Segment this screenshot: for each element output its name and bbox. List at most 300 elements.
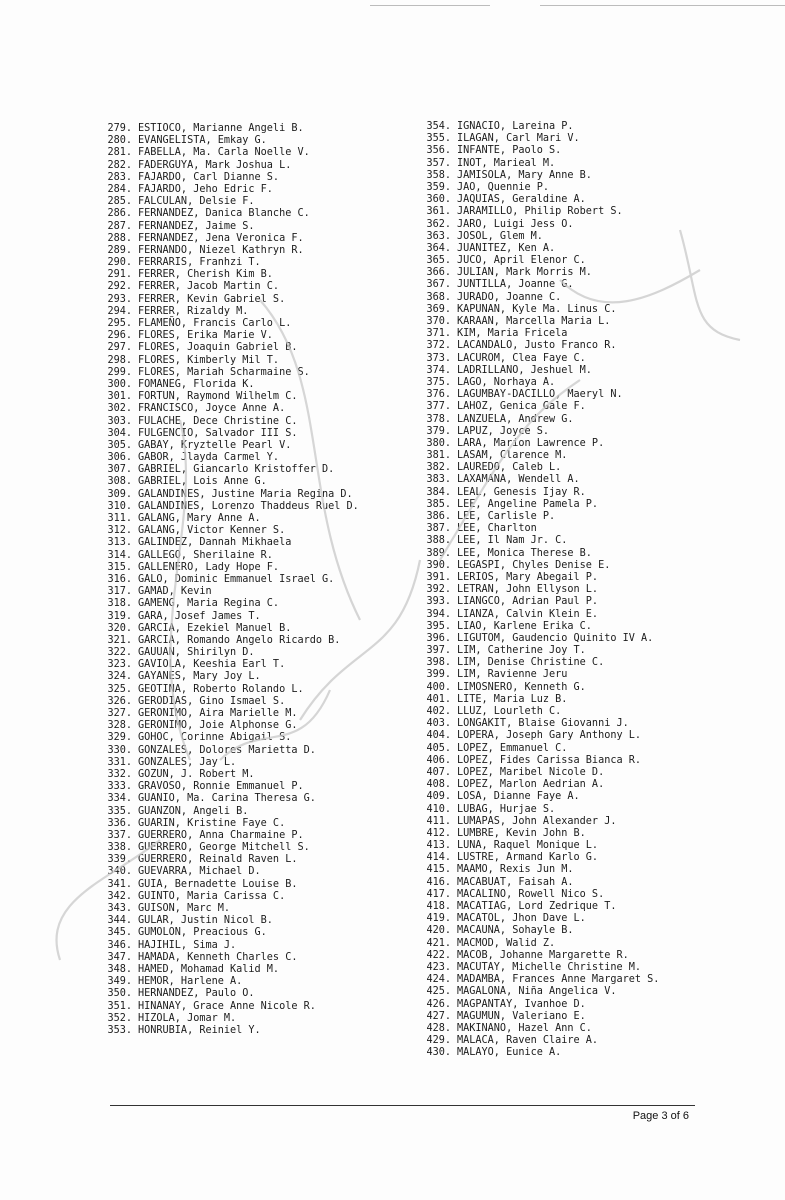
list-item: [415, 182, 695, 194]
list-item: [96, 708, 396, 720]
list-item: [96, 525, 396, 537]
entry-name: FLORES, Kimberly Mil T.: [138, 354, 280, 366]
entry-name: GALINDEZ, Dannah Mikhaela: [138, 537, 292, 549]
entry-number: 423.: [426, 961, 451, 973]
top-scan-line: [540, 5, 785, 6]
entry-number: 343.: [107, 903, 132, 915]
entry-name: MAGPANTAY, Ivanhoe D.: [457, 998, 586, 1010]
entry-number: 291.: [107, 269, 132, 281]
list-item: [96, 233, 396, 245]
entry-number: 349.: [107, 976, 132, 988]
entry-name: GONZALES, Jay L.: [138, 756, 237, 768]
entry-name: GEOTINA, Roberto Rolando L.: [138, 683, 304, 695]
entry-name: JURADO, Joanne C.: [457, 291, 562, 303]
entry-name: MALACA, Raven Claire A.: [457, 1035, 599, 1047]
entry-name: LAGO, Norhaya A.: [457, 376, 556, 388]
list-item: [415, 145, 695, 157]
entry-number: 335.: [107, 805, 132, 817]
list-item: [415, 828, 695, 840]
entry-number: 422.: [426, 949, 451, 961]
entry-number: 368.: [426, 291, 451, 303]
entry-number: 369.: [426, 303, 451, 315]
list-item: [96, 976, 396, 988]
list-item: [96, 342, 396, 354]
entry-number: 285.: [107, 196, 132, 208]
entry-number: 297.: [107, 342, 132, 354]
entry-name: FALCULAN, Delsie F.: [138, 196, 255, 208]
entry-name: LACANDALO, Justo Franco R.: [457, 340, 617, 352]
entry-number: 353.: [107, 1024, 132, 1036]
list-item: [415, 1011, 695, 1023]
list-item: [415, 304, 695, 316]
entry-number: 409.: [426, 791, 451, 803]
entry-number: 394.: [426, 608, 451, 620]
entry-number: 400.: [426, 681, 451, 693]
entry-number: 410.: [426, 803, 451, 815]
list-item: [96, 440, 396, 452]
list-item: [96, 830, 396, 842]
entry-number: 283.: [107, 171, 132, 183]
entry-number: 415.: [426, 864, 451, 876]
entry-number: 367.: [426, 279, 451, 291]
entry-name: GARA, Josef James T.: [138, 610, 261, 622]
list-item: [96, 1025, 396, 1037]
entry-name: MACATOL, Jhon Dave L.: [457, 913, 586, 925]
list-item: [415, 219, 695, 231]
list-item: [96, 367, 396, 379]
list-item: [415, 706, 695, 718]
entry-number: 366.: [426, 267, 451, 279]
entry-number: 282.: [107, 159, 132, 171]
list-item: [415, 657, 695, 669]
entry-number: 302.: [107, 403, 132, 415]
list-item: [415, 889, 695, 901]
list-item: [96, 501, 396, 513]
entry-number: 404.: [426, 730, 451, 742]
list-item: [415, 292, 695, 304]
entry-number: 417.: [426, 888, 451, 900]
entry-name: LOPERA, Joseph Gary Anthony L.: [457, 730, 642, 742]
entry-number: 332.: [107, 768, 132, 780]
list-item: [96, 952, 396, 964]
entry-number: 386.: [426, 511, 451, 522]
entry-number: 361.: [426, 206, 451, 218]
list-item: [415, 791, 695, 803]
list-item: [96, 611, 396, 623]
entry-name: JAO, Quennie P.: [457, 181, 550, 193]
entry-name: LOPEZ, Fides Carissa Bianca R.: [457, 754, 642, 766]
entry-number: 395.: [426, 620, 451, 632]
entry-number: 280.: [107, 135, 132, 147]
list-item: [415, 340, 695, 352]
entry-name: LOPEZ, Emmanuel C.: [457, 742, 568, 754]
list-item: [96, 647, 396, 659]
list-item: [415, 925, 695, 937]
entry-name: GUINTO, Maria Carissa C.: [138, 890, 286, 902]
entry-number: 383.: [426, 474, 451, 486]
entry-name: FABELLA, Ma. Carla Noelle V.: [138, 147, 310, 159]
entry-number: 348.: [107, 963, 132, 975]
list-item: [415, 438, 695, 450]
list-item: [96, 391, 396, 403]
list-item: [96, 221, 396, 233]
entry-number: 315.: [107, 561, 132, 573]
entry-name: GOZUN, J. Robert M.: [138, 768, 255, 780]
entry-name: LAGUMBAY-DACILLO, Maeryl N.: [457, 389, 623, 401]
list-item: [415, 840, 695, 852]
page-number-label: Page 3 of 6: [632, 1110, 689, 1122]
entry-number: 303.: [107, 415, 132, 427]
name-list-right-column: [415, 121, 695, 1059]
entry-number: 425.: [426, 986, 451, 998]
list-item: [96, 818, 396, 830]
list-item: [415, 852, 695, 864]
entry-name: FERRARIS, Franhzi T.: [138, 257, 261, 269]
list-item: [415, 596, 695, 608]
entry-number: 312.: [107, 525, 132, 537]
list-item: [96, 671, 396, 683]
entry-name: LIAO, Karlene Erika C.: [457, 620, 592, 632]
list-item: [415, 560, 695, 572]
entry-number: 341.: [107, 878, 132, 890]
entry-number: 358.: [426, 169, 451, 181]
list-item: [96, 208, 396, 220]
entry-name: KARAAN, Marcella Maria L.: [457, 316, 611, 327]
entry-number: 377.: [426, 401, 451, 413]
entry-name: MACABUAT, Faisah A.: [457, 876, 574, 888]
entry-number: 414.: [426, 852, 451, 864]
entry-name: LOPEZ, Maribel Nicole D.: [457, 766, 605, 778]
entry-name: FERNANDEZ, Danica Blanche C.: [138, 208, 310, 220]
entry-number: 416.: [426, 876, 451, 888]
entry-name: MAGALONA, Niña Angelica V.: [457, 986, 617, 998]
entry-number: 337.: [107, 829, 132, 841]
list-item: [415, 609, 695, 621]
list-item: [96, 586, 396, 598]
entry-name: GALANG, Mary Anne A.: [138, 513, 261, 525]
list-item: [415, 694, 695, 706]
entry-number: 316.: [107, 573, 132, 585]
entry-number: 421.: [426, 937, 451, 949]
entry-number: 318.: [107, 598, 132, 610]
entry-name: GUIA, Bernadette Louise B.: [138, 878, 298, 890]
entry-number: 380.: [426, 437, 451, 449]
list-item: [96, 160, 396, 172]
list-item: [415, 243, 695, 255]
entry-number: 309.: [107, 488, 132, 500]
list-item: [415, 194, 695, 206]
list-item: [415, 474, 695, 486]
entry-number: 354.: [426, 121, 451, 132]
list-item: [96, 720, 396, 732]
entry-name: GARCIA, Ezekiel Manuel B.: [138, 622, 292, 634]
list-item: [415, 511, 695, 523]
list-item: [96, 623, 396, 635]
entry-name: INOT, Marieal M.: [457, 157, 556, 169]
entry-name: FERNANDO, Niezel Kathryn R.: [138, 244, 304, 256]
list-item: [96, 757, 396, 769]
entry-name: LEAL, Genesis Ijay R.: [457, 486, 586, 498]
entry-number: 324.: [107, 671, 132, 683]
list-item: [415, 267, 695, 279]
entry-number: 403.: [426, 718, 451, 730]
entry-number: 307.: [107, 464, 132, 476]
list-item: [96, 1001, 396, 1013]
list-item: [415, 401, 695, 413]
list-item: [415, 316, 695, 328]
entry-number: 373.: [426, 352, 451, 364]
list-item: [96, 416, 396, 428]
entry-name: MACALINO, Rowell Nico S.: [457, 888, 605, 900]
entry-name: LEE, Angeline Pamela P.: [457, 498, 599, 510]
entry-name: HEMOR, Harlene A.: [138, 976, 243, 988]
list-item: [96, 988, 396, 1000]
list-item: [96, 1013, 396, 1025]
list-item: [415, 255, 695, 267]
entry-number: 392.: [426, 584, 451, 596]
list-item: [96, 769, 396, 781]
list-item: [415, 279, 695, 291]
entry-name: ILAGAN, Carl Mari V.: [457, 133, 580, 145]
entry-name: LACUROM, Clea Faye C.: [457, 352, 586, 364]
entry-number: 306.: [107, 452, 132, 464]
entry-number: 360.: [426, 194, 451, 206]
list-item: [415, 645, 695, 657]
entry-name: JAQUIAS, Geraldine A.: [457, 194, 586, 206]
entry-name: GALLEGO, Sherilaine R.: [138, 549, 273, 561]
entry-name: LEGASPI, Chyles Denise E.: [457, 559, 611, 571]
entry-number: 412.: [426, 827, 451, 839]
list-item: [96, 135, 396, 147]
list-item: [415, 121, 695, 133]
entry-number: 389.: [426, 547, 451, 559]
entry-name: MALAYO, Eunice A.: [457, 1047, 562, 1059]
list-item: [415, 523, 695, 535]
entry-number: 288.: [107, 232, 132, 244]
entry-name: GUERRERO, Reinald Raven L.: [138, 854, 298, 866]
entry-name: MAKINANO, Hazel Ann C.: [457, 1022, 592, 1034]
list-item: [96, 294, 396, 306]
list-item: [96, 732, 396, 744]
list-item: [96, 903, 396, 915]
entry-number: 284.: [107, 183, 132, 195]
list-item: [96, 306, 396, 318]
entry-name: FADERGUYA, Mark Joshua L.: [138, 159, 292, 171]
entry-name: JUNTILLA, Joanne G.: [457, 279, 574, 291]
entry-name: JARAMILLO, Philip Robert S.: [457, 206, 623, 218]
list-item: [415, 913, 695, 925]
entry-name: GERONIMO, Joie Alphonse G.: [138, 720, 298, 732]
entry-name: GULAR, Justin Nicol B.: [138, 915, 273, 927]
list-item: [415, 1023, 695, 1035]
entry-name: LASAM, Clarence M.: [457, 450, 568, 462]
entry-number: 298.: [107, 354, 132, 366]
entry-name: GUEVARRA, Michael D.: [138, 866, 261, 878]
entry-number: 375.: [426, 376, 451, 388]
entry-number: 399.: [426, 669, 451, 681]
entry-name: GUISON, Marc M.: [138, 903, 231, 915]
entry-number: 424.: [426, 974, 451, 986]
entry-name: MACOB, Johanne Margarette R.: [457, 949, 629, 961]
entry-number: 334.: [107, 793, 132, 805]
list-item: [415, 950, 695, 962]
list-item: [415, 535, 695, 547]
entry-name: LIGUTOM, Gaudencio Quinito IV A.: [457, 632, 654, 644]
entry-number: 405.: [426, 742, 451, 754]
entry-number: 329.: [107, 732, 132, 744]
list-item: [96, 745, 396, 757]
entry-name: LIM, Ravienne Jeru: [457, 669, 568, 681]
entry-number: 347.: [107, 951, 132, 963]
entry-number: 387.: [426, 523, 451, 535]
entry-name: LEE, Il Nam Jr. C.: [457, 535, 568, 547]
list-item: [415, 462, 695, 474]
entry-name: KAPUNAN, Kyle Ma. Linus C.: [457, 303, 617, 315]
entry-name: GAMENG, Maria Regina C.: [138, 598, 280, 610]
list-item: [415, 414, 695, 426]
list-item: [96, 842, 396, 854]
entry-number: 287.: [107, 220, 132, 232]
entry-name: IGNACIO, Lareina P.: [457, 121, 574, 132]
list-item: [415, 986, 695, 998]
entry-number: 418.: [426, 901, 451, 912]
top-scan-line: [370, 5, 490, 6]
entry-number: 294.: [107, 305, 132, 317]
entry-name: GAVIOLA, Keeshia Earl T.: [138, 659, 286, 671]
list-item: [96, 489, 396, 501]
list-item: [96, 696, 396, 708]
list-item: [415, 999, 695, 1011]
list-item: [415, 743, 695, 755]
list-item: [96, 806, 396, 818]
list-item: [415, 170, 695, 182]
entry-number: 310.: [107, 500, 132, 512]
list-item: [96, 964, 396, 976]
list-item: [415, 487, 695, 499]
list-item: [96, 318, 396, 330]
entry-number: 384.: [426, 486, 451, 498]
list-item: [96, 196, 396, 208]
entry-name: JAMISOLA, Mary Anne B.: [457, 169, 592, 181]
entry-name: FAJARDO, Jeho Edric F.: [138, 183, 273, 195]
entry-name: GUANIO, Ma. Carina Theresa G.: [138, 793, 316, 805]
entry-name: GUMOLON, Preacious G.: [138, 927, 267, 939]
entry-number: 428.: [426, 1022, 451, 1034]
entry-name: MAAMO, Rexis Jun M.: [457, 864, 574, 876]
list-item: [415, 499, 695, 511]
list-item: [415, 353, 695, 365]
list-item: [415, 804, 695, 816]
entry-name: FAJARDO, Carl Dianne S.: [138, 171, 280, 183]
entry-number: 319.: [107, 610, 132, 622]
list-item: [415, 548, 695, 560]
entry-number: 320.: [107, 622, 132, 634]
entry-name: GALLENERO, Lady Hope F.: [138, 561, 280, 573]
entry-number: 290.: [107, 257, 132, 269]
entry-number: 281.: [107, 147, 132, 159]
list-item: [415, 584, 695, 596]
list-item: [415, 621, 695, 633]
footer-rule: [110, 1105, 695, 1106]
entry-name: GALANDINES, Justine Maria Regina D.: [138, 488, 353, 500]
entry-number: 374.: [426, 364, 451, 376]
entry-number: 393.: [426, 596, 451, 608]
entry-name: GUANZON, Angeli B.: [138, 805, 249, 817]
list-item: [96, 659, 396, 671]
list-item: [96, 927, 396, 939]
list-item: [96, 147, 396, 159]
entry-number: 292.: [107, 281, 132, 293]
entry-name: FULACHE, Dece Christine C.: [138, 415, 298, 427]
entry-name: GOHOC, Corinne Abigail S.: [138, 732, 292, 744]
entry-name: LIM, Catherine Joy T.: [457, 645, 586, 657]
list-item: [96, 940, 396, 952]
entry-name: FERRER, Kevin Gabriel S.: [138, 293, 286, 305]
entry-number: 313.: [107, 537, 132, 549]
entry-name: LAHOZ, Genica Gale F.: [457, 401, 586, 413]
entry-name: HAMADA, Kenneth Charles C.: [138, 951, 298, 963]
list-item: [415, 962, 695, 974]
entry-name: FERNANDEZ, Jaime S.: [138, 220, 255, 232]
entry-number: 344.: [107, 915, 132, 927]
list-item: [415, 1035, 695, 1047]
list-item: [415, 633, 695, 645]
list-item: [96, 879, 396, 891]
list-item: [96, 598, 396, 610]
entry-number: 351.: [107, 1000, 132, 1012]
entry-number: 382.: [426, 462, 451, 474]
entry-name: LIANZA, Calvin Klein E.: [457, 608, 599, 620]
entry-name: LARA, Marion Lawrence P.: [457, 437, 605, 449]
entry-number: 322.: [107, 647, 132, 659]
entry-number: 304.: [107, 427, 132, 439]
list-item: [96, 866, 396, 878]
entry-name: HAMED, Mohamad Kalid M.: [138, 963, 280, 975]
entry-number: 430.: [426, 1047, 451, 1059]
entry-name: GAYANES, Mary Joy L.: [138, 671, 261, 683]
list-item: [415, 377, 695, 389]
entry-name: LLUZ, Lourleth C.: [457, 706, 562, 717]
entry-number: 331.: [107, 756, 132, 768]
list-item: [96, 403, 396, 415]
entry-name: GERODIAS, Gino Ismael S.: [138, 695, 286, 707]
entry-number: 406.: [426, 754, 451, 766]
entry-name: GAUUAN, Shirilyn D.: [138, 647, 255, 659]
entry-name: MADAMBA, Frances Anne Margaret S.: [457, 974, 660, 986]
entry-number: 317.: [107, 586, 132, 598]
entry-number: 340.: [107, 866, 132, 878]
entry-number: 279.: [107, 123, 132, 134]
entry-name: LUNA, Raquel Monique L.: [457, 840, 599, 852]
entry-number: 402.: [426, 706, 451, 717]
list-item: [96, 172, 396, 184]
entry-name: LAPUZ, Joyce S.: [457, 425, 550, 437]
list-item: [415, 938, 695, 950]
entry-name: GUARIN, Kristine Faye C.: [138, 817, 286, 829]
entry-number: 363.: [426, 230, 451, 242]
entry-number: 314.: [107, 549, 132, 561]
entry-name: INFANTE, Paolo S.: [457, 145, 562, 157]
entry-name: FLORES, Joaquin Gabriel B.: [138, 342, 298, 354]
list-item: [96, 635, 396, 647]
list-item: [96, 245, 396, 257]
entry-number: 419.: [426, 913, 451, 925]
list-item: [96, 574, 396, 586]
entry-number: 299.: [107, 366, 132, 378]
entry-number: 356.: [426, 145, 451, 157]
entry-number: 426.: [426, 998, 451, 1010]
entry-number: 398.: [426, 657, 451, 669]
